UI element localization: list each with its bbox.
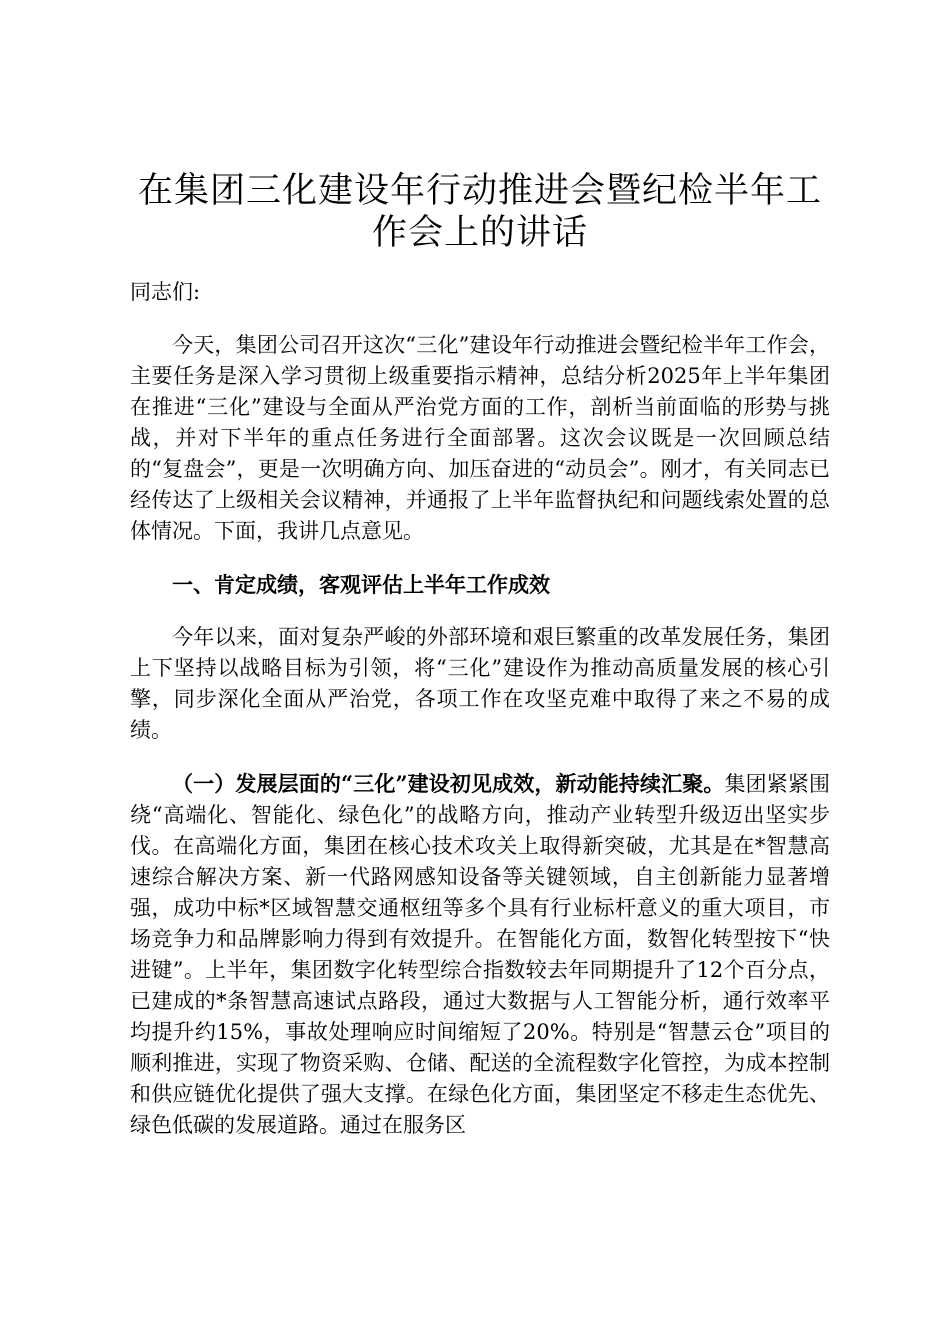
section-heading-1: 一、肯定成绩，客观评估上半年工作成效	[172, 572, 550, 597]
salutation: 同志们:	[130, 280, 201, 304]
paragraph-intro: 今天，集团公司召开这次“三化”建设年行动推进会暨纪检半年工作会，主要任务是深入学习贯彻上级重要指示精神，总结分析2025年上半年集团在推进“三化”建设与全面从严治党方面的工作，剖析当前面临的形势与挑战，并对下半年的重点任务进行全面部署。这次会议既是一次回顾总结的“复盘会”，更是一次明确方向、加压奋进的“动员会”。刚才，有关同志已经传达了上级相关会议精神，并通报了上半年监督执纪和问题线索处置的总体情况。下面，我讲几点意见。	[130, 333, 830, 543]
paragraph-achievements: 今年以来，面对复杂严峻的外部环境和艰巨繁重的改革发展任务，集团上下坚持以战略目标为引领，将“三化”建设作为推动高质量发展的核心引擎，同步深化全面从严治党，各项工作在攻坚克难中取得了来之不易的成绩。	[130, 625, 830, 742]
document-title: 在集团三化建设年行动推进会暨纪检半年工作会上的讲话	[137, 171, 822, 253]
document-body	[130, 170, 830, 1141]
subsection-lead: （一）发展层面的“三化”建设初见成效，新动能持续汇聚。	[172, 771, 725, 796]
paragraph-subsection-1	[130, 768, 830, 1141]
subsection-body: 集团紧紧围绕“高端化、智能化、绿色化”的战略方向，推动产业转型升级迈出坚实步伐。在高端化方面，集团在核心技术攻关上取得新突破，尤其是在*智慧高速综合解决方案、新一代路网感知设备等关键领域，自主创新能力显著增强，成功中标*区域智慧交通枢纽等多个具有行业标杆意义的重大项目，市场竞争力和品牌影响力得到有效提升。在智能化方面，数智化转型按下“快进键”。上半年，集团数字化转型综合指数较去年同期提升了12个百分点，已建成的*条智慧高速试点路段，通过大数据与人工智能分析，通行效率平均提升约15%，事故处理响应时间缩短了20%。特别是“智慧云仓”项目的顺利推进，实现了物资采购、仓储、配送的全流程数字化管控，为成本控制和供应链优化提供了强大支撑。在绿色化方面，集团坚定不移走生态优先、绿色低碳的发展道路。通过在服务区	[130, 772, 831, 1137]
